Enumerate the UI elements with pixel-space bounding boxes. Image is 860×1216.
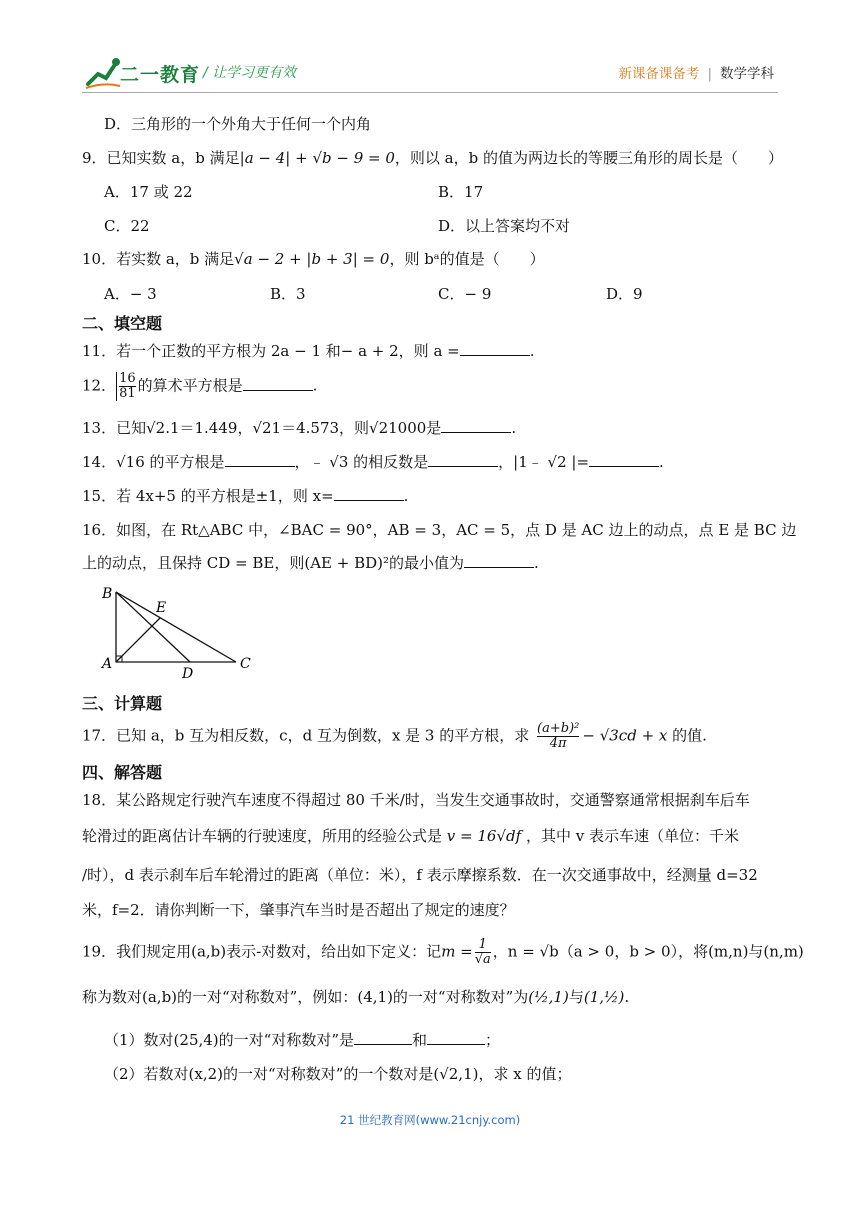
segment-ae — [116, 618, 160, 662]
q18-text-a: 轮滑过的距离估计车辆的行驶速度，所用的经验公式是 — [82, 827, 443, 845]
q19-m-denominator: √a — [474, 952, 491, 967]
section-fill-blank: 二、填空题 — [82, 314, 163, 333]
q12-text: 的算术平方根是 — [137, 376, 243, 395]
q16-line-1: 16．如图，在 Rt△ABC 中，∠BAC = 90°，AB = 3，AC = 5，点 D 是 AC 边上的动点，点 E 是 BC 边 — [82, 521, 797, 539]
q12: 12． $\frac{16}{81}$ 的算术平方根是 . — [82, 371, 318, 401]
q16-line-2: 上的动点，且保持 CD = BE，则(AE + BD)²的最小值为 . — [82, 554, 539, 572]
q10-option-a: A．− 3 — [104, 285, 157, 303]
q9-stem — [82, 147, 783, 168]
slogan: / 让学习更有效 — [203, 65, 297, 81]
q19-fraction — [475, 938, 491, 967]
q9-option-a: A．17 或 22 — [104, 183, 193, 201]
q10-stem-a: 10．若实数 a，b 满足 — [82, 250, 235, 268]
q18-line-2 — [82, 825, 739, 846]
q14: 14．√16 的平方根是 ，﹣ √3 的相反数是 ，|1﹣ √2 |= . — [82, 453, 664, 471]
q14-blank-2 — [428, 452, 498, 467]
q13-blank — [441, 418, 511, 433]
q17-text-b: 的值. — [672, 726, 707, 745]
q16-text: 上的动点，且保持 CD = BE，则(AE + BD)²的最小值为 — [82, 554, 465, 572]
q10-stem-b: ，则 bᵃ的值是（ ） — [389, 250, 545, 268]
q19-part-1-text: （1）数对(25,4)的一对“对称数对”是 — [104, 1031, 354, 1049]
q9-formula: |a − 4| + √b − 9 = 0 — [239, 149, 395, 167]
q14-text-b: ，﹣ √3 的相反数是 — [294, 453, 429, 471]
q12-numerator: 16 — [119, 371, 136, 386]
q19-m-numerator: 1 — [475, 938, 491, 953]
q19-part-1-end: ； — [485, 1031, 501, 1049]
q13: 13．已知√2.1＝1.449，√21＝4.573，则√21000是 . — [82, 419, 517, 437]
page-header — [0, 0, 860, 96]
label-c: C — [240, 656, 251, 672]
page-footer: 21 世纪教育网(www.21cnjy.com) — [339, 1113, 521, 1127]
q11: 11．若一个正数的平方根为 2a − 1 和− a + 2，则 a = . — [82, 342, 535, 360]
q19-text-c: 称为数对(a,b)的一对“对称数对”，例如：(4,1)的一对“对称数对”为 — [82, 988, 529, 1006]
q14-text-c: ，|1﹣ √2 |= — [498, 453, 590, 471]
q19-m: m = — [441, 942, 473, 961]
q18-line-3: /时），d 表示刹车后车轮滑过的距离（单位：米），f 表示摩擦系数．在一次交通事故中，经测量 d=32 — [82, 866, 758, 884]
section-calculation: 三、计算题 — [82, 694, 163, 713]
q15: 15．若 4x+5 的平方根是±1，则 x= . — [82, 487, 409, 505]
q10-option-d: D．9 — [606, 285, 643, 303]
q17-text-a: 17．已知 a，b 互为相反数，c，d 互为倒数，x 是 3 的平方根，求 — [82, 726, 530, 745]
q19-blank-1 — [354, 1030, 412, 1045]
q16-blank — [464, 553, 534, 568]
q9-stem-b: ，则以 a，b 的值为两边长的等腰三角形的周长是（ ） — [394, 149, 783, 167]
q14-blank-3 — [589, 452, 659, 467]
section-solve: 四、解答题 — [82, 763, 163, 782]
q12-blank — [243, 376, 313, 391]
q19-blank-2 — [427, 1030, 485, 1045]
triangle-figure — [98, 584, 258, 680]
header-subject: 数学学科 — [720, 66, 774, 82]
header-right — [618, 62, 774, 82]
q12-number: 12． — [82, 376, 117, 395]
q19-part-1-and: 和 — [411, 1031, 427, 1049]
q19-text-b: ，n = √b（a > 0，b > 0），将(m,n)与(n,m) — [492, 942, 804, 961]
q15-text: 15．若 4x+5 的平方根是±1，则 x= — [82, 487, 334, 505]
label-d: D — [182, 666, 194, 680]
q11-blank — [460, 341, 530, 356]
q19-dot: . — [624, 988, 630, 1006]
q19-and: 与 — [568, 988, 584, 1006]
q17-denominator: 4π — [549, 736, 567, 751]
q12-fraction — [116, 372, 138, 401]
q19-part-2: （2）若数对(x,2)的一对“对称数对”的一个数对是(√2,1)，求 x 的值； — [104, 1065, 572, 1083]
q12-denominator: 81 — [119, 386, 136, 401]
header-divider — [82, 92, 778, 93]
q18-line-4: 米，f=2．请你判断一下，肇事汽车当时是否超出了规定的速度？ — [82, 901, 515, 919]
q19-line-2 — [82, 986, 629, 1007]
q10-formula: √a − 2 + |b + 3| = 0 — [234, 250, 390, 268]
q15-blank — [334, 486, 404, 501]
q19-text-a: 19．我们规定用(a,b)表示-对数对，给出如下定义：记 — [82, 942, 442, 961]
q19-line-1 — [82, 938, 804, 967]
label-e: E — [156, 600, 167, 616]
q17-numerator: (a+b)² — [537, 721, 580, 736]
q10-option-b: B．3 — [270, 285, 306, 303]
q14-text: 14．√16 的平方根是 — [82, 453, 225, 471]
q10-option-c: C．− 9 — [438, 285, 492, 303]
q8-option-d: D．三角形的一个外角大于任何一个内角 — [104, 115, 372, 133]
q19-part-1 — [104, 1029, 500, 1050]
logo-text: 二一教育 — [120, 64, 201, 86]
q11-text: 11．若一个正数的平方根为 2a − 1 和− a + 2，则 a = — [82, 342, 460, 360]
q17-formula-rest: − √3cd + x — [582, 726, 668, 745]
q18-formula: v = 16√df — [446, 827, 522, 845]
header-course: 新课备课备考 — [618, 66, 700, 82]
q9-option-b: B．17 — [438, 183, 484, 201]
q14-blank-1 — [225, 452, 295, 467]
q13-text: 13．已知√2.1＝1.449，√21＝4.573，则√21000是 — [82, 419, 442, 437]
q18-line-1: 18．某公路规定行驶汽车速度不得超过 80 千米/时，当发生交通事故时，交通警察通常根据刹车后车 — [82, 791, 750, 809]
label-b: B — [102, 586, 113, 602]
q9-option-c: C．22 — [104, 217, 150, 235]
q10-stem — [82, 248, 545, 269]
q18-text-b: ，其中 v 表示车速（单位：千米 — [525, 827, 739, 845]
segment-bc — [116, 592, 236, 662]
q19-example-2: (1,½) — [583, 988, 625, 1006]
q19-example-1: (½,1) — [528, 988, 569, 1006]
q17 — [82, 722, 707, 751]
header-separator: | — [707, 66, 712, 82]
q9-stem-a: 9．已知实数 a，b 满足 — [82, 149, 240, 167]
q9-option-d: D．以上答案均不对 — [438, 217, 571, 235]
q17-fraction — [537, 722, 579, 751]
label-a: A — [102, 656, 113, 672]
